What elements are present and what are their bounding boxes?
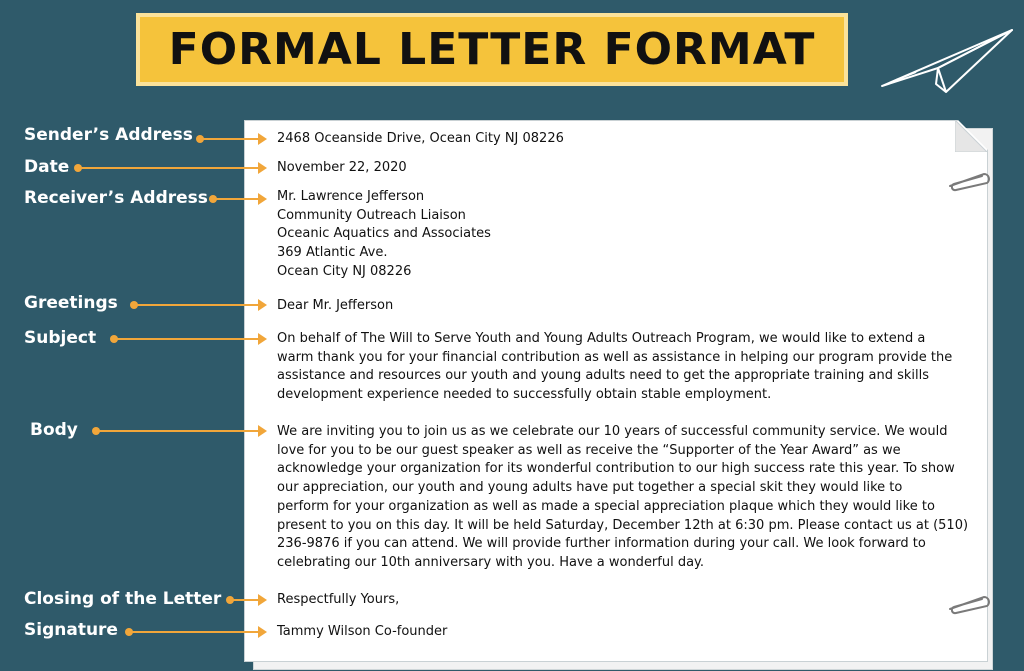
- body-line: love for you to be our guest speaker as well as receive the “Supporter of the Year Award” as we: [277, 442, 901, 458]
- connector-arrow: [226, 594, 268, 606]
- receiver-line: 369 Atlantic Ave.: [277, 245, 388, 261]
- label-senders-address: Sender’s Address: [24, 125, 193, 145]
- closing: Respectfully Yours,: [277, 592, 400, 607]
- page-fold-corner: [955, 120, 987, 152]
- connector-arrow: [130, 299, 268, 311]
- connector-arrow: [196, 133, 268, 145]
- connector-arrow: [92, 425, 268, 437]
- body-line: We are inviting you to join us as we celebrate our 10 years of successful community service. We would: [277, 424, 948, 439]
- label-signature: Signature: [24, 620, 118, 640]
- connector-arrow: [209, 193, 268, 205]
- connector-arrow: [110, 333, 268, 345]
- connector-arrow: [125, 626, 268, 638]
- receiver-line: Mr. Lawrence Jefferson: [277, 189, 425, 204]
- letter-date: November 22, 2020: [277, 160, 407, 175]
- body-line: present to you on this day. It will be held Saturday, December 12th at 6:30 pm. Please contact us at (510): [277, 517, 969, 533]
- body-line: perform for your organization as well as made a special appreciation plaque which they would like to: [277, 498, 935, 514]
- label-receivers-address: Receiver’s Address: [24, 188, 208, 208]
- label-date: Date: [24, 157, 70, 177]
- subject-line: On behalf of The Will to Serve Youth and Young Adults Outreach Program, we would like to extend a: [277, 331, 926, 346]
- sender-address: 2468 Oceanside Drive, Ocean City NJ 08226: [277, 131, 564, 146]
- body-line: celebrating our 10th anniversary with you. Have a wonderful day.: [277, 554, 705, 570]
- body-line: acknowledge your organization for its wonderful contribution to our high success rate this year. To show: [277, 461, 955, 477]
- label-subject: Subject: [24, 328, 97, 348]
- body-line: 236-9876 if you can attend. We will provide further information during your call. We look forward to: [277, 536, 926, 552]
- body-line: our appreciation, our youth and young adults have put together a special skit they would like to: [277, 480, 903, 496]
- receiver-line: Community Outreach Liaison: [277, 207, 466, 223]
- signature: Tammy Wilson Co-founder: [277, 624, 448, 639]
- greeting: Dear Mr. Jefferson: [277, 298, 394, 313]
- paper-plane-icon: [876, 22, 1016, 98]
- subject-line: assistance and resources our youth and young adults need to get the appropriate training and skills: [277, 368, 930, 384]
- label-closing: Closing of the Letter: [24, 589, 222, 609]
- label-body: Body: [30, 420, 78, 440]
- page-title: FORMAL LETTER FORMAT: [168, 24, 816, 75]
- label-greetings: Greetings: [24, 293, 118, 313]
- receiver-line: Oceanic Aquatics and Associates: [277, 226, 491, 242]
- title-banner: [136, 13, 848, 86]
- subject-line: development experience needed to successfully obtain stable employment.: [277, 387, 772, 403]
- subject-line: warm thank you for your financial contribution as well as assistance in helping our program provide the: [277, 349, 953, 365]
- receiver-address: [277, 188, 957, 282]
- receiver-line: Ocean City NJ 08226: [277, 263, 412, 279]
- body-paragraph: [277, 423, 969, 573]
- connector-arrow: [74, 162, 268, 174]
- subject-paragraph: [277, 330, 957, 405]
